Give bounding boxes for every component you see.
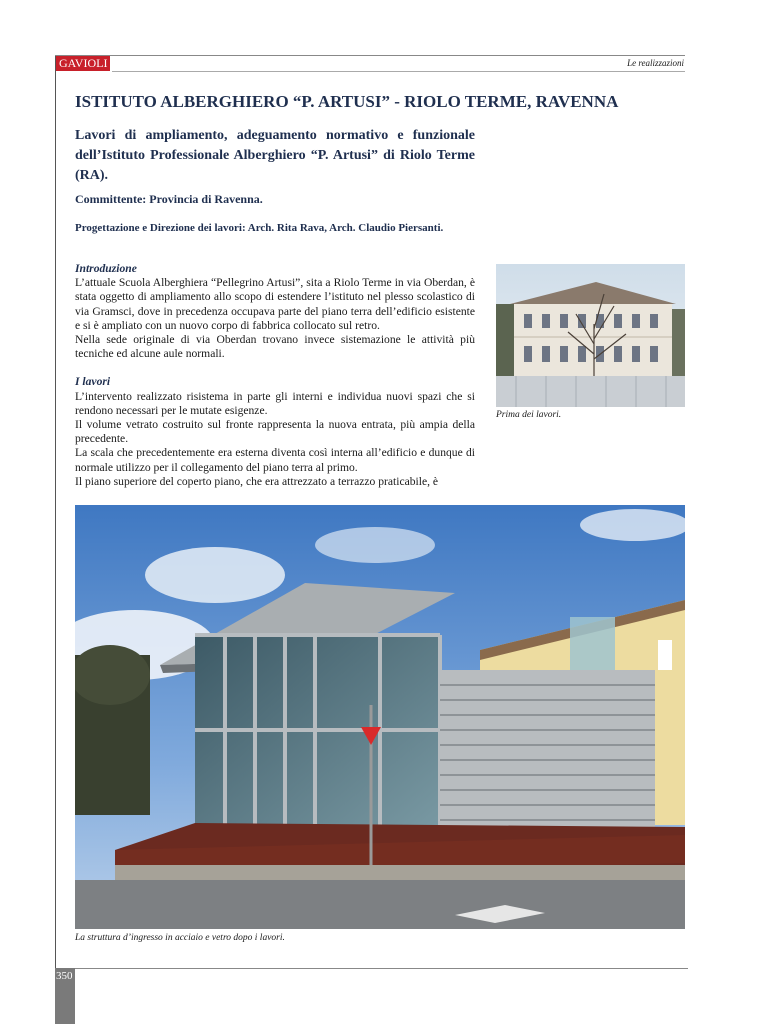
page-title: ISTITUTO ALBERGHIERO “P. ARTUSI” - RIOLO TERME, RAVENNA [75, 92, 619, 111]
intro-paragraph-1: L’attuale Scuola Alberghiera “Pellegrino Artusi”, sita a Riolo Terme in via Oberdan, è stata oggetto di ampliamento allo scopo di estendere l’istituto nel plesso scolastico di via Gramsci, dove in precedenza occupava parte del piano terra dell’edificio esistente e si è ampliato con un nuovo corpo di fabbrica collocato sul retro. [75, 276, 475, 332]
works-paragraph-4: Il piano superiore del coperto piano, che era attrezzato a terrazzo praticabile, è [75, 474, 439, 488]
after-photo [75, 505, 685, 929]
intro-paragraph-2: Nella sede originale di via Oberdan trovano invece sistemazione le attività più tecniche ed alcune aule normali. [75, 333, 475, 361]
works-paragraph-2: Il volume vetrato costruito sul fronte rappresenta la nuova entrata, più ampia della precedente. [75, 418, 475, 446]
before-photo [496, 264, 685, 407]
page-number: 350 [56, 970, 73, 982]
header-rule [55, 55, 685, 56]
works-heading: I lavori [75, 375, 111, 389]
before-photo-caption: Prima dei lavori. [496, 410, 562, 420]
left-margin-rule [55, 55, 56, 970]
works-paragraph-3: La scala che precedentemente era esterna diventa così interna all’edificio e dunque di normale utilizzo per il collegamento del piano terra al primo. [75, 446, 475, 474]
client-line: Committente: Provincia di Ravenna. [75, 192, 263, 206]
subtitle: Lavori di ampliamento, adeguamento normativo e funzionale dell’Istituto Professionale Alberghiero “P. Artusi” di Riolo Terme (RA). [75, 128, 475, 183]
section-label: Le realizzazioni [627, 58, 684, 68]
body-text [75, 262, 475, 489]
after-photo-caption: La struttura d’ingresso in acciaio e vetro dopo i lavori. [75, 933, 285, 943]
footer-rule [75, 968, 688, 969]
brand-label: GAVIOLI [56, 56, 110, 71]
works-paragraph-1: L’intervento realizzato risistema in parte gli interni e individua nuovi spazi che si rendono necessari per le mutate esigenze. [75, 389, 475, 417]
intro-heading: Introduzione [75, 262, 137, 275]
design-credits: Progettazione e Direzione dei lavori: Arch. Rita Rava, Arch. Claudio Piersanti. [75, 222, 444, 234]
brand-underline [112, 71, 685, 72]
